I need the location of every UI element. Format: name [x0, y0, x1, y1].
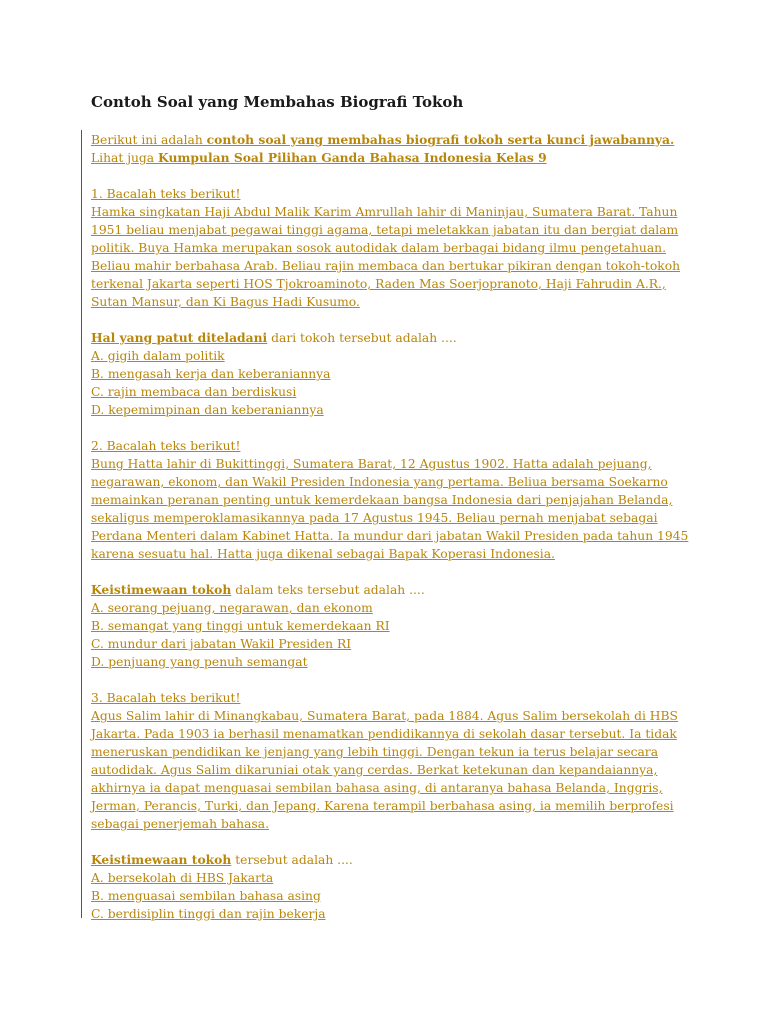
passage-line: negarawan, ekonom, dan Wakil Presiden Indonesia yang pertama. Beliua bersama Soekarno	[91, 475, 668, 489]
answer-option[interactable]: D. kepemimpinan dan keberaniannya	[91, 403, 324, 417]
q2-heading: 2. Bacalah teks berikut!	[91, 439, 241, 453]
q2-text	[91, 455, 691, 563]
q1-prompt-bold: Hal yang patut diteladani	[91, 330, 268, 345]
document-body	[91, 131, 691, 923]
q1-prompt	[91, 329, 691, 347]
q2-prompt-rest: dalam teks tersebut adalah ....	[231, 583, 425, 597]
passage-line: autodidak. Agus Salim dikaruniai otak yang cerdas. Berkat ketekunan dan kepandaiannya,	[91, 763, 658, 777]
change-bar	[81, 130, 82, 918]
answer-option[interactable]: B. menguasai sembilan bahasa asing	[91, 889, 321, 903]
q1-options	[91, 347, 691, 419]
intro-plain: Berikut ini adalah	[91, 133, 207, 147]
answer-option[interactable]: C. berdisiplin tinggi dan rajin bekerja	[91, 907, 326, 921]
answer-option[interactable]: A. gigih dalam politik	[91, 349, 225, 363]
q3-prompt-rest: tersebut adalah ....	[231, 853, 353, 867]
answer-option[interactable]: C. rajin membaca dan berdiskusi	[91, 385, 297, 399]
answer-option[interactable]: B. mengasah kerja dan keberaniannya	[91, 367, 331, 381]
passage-line: Hamka singkatan Haji Abdul Malik Karim Amrullah lahir di Maninjau, Sumatera Barat. Tahun	[91, 205, 678, 219]
passage-line: Bung Hatta lahir di Bukittinggi, Sumatera Barat, 12 Agustus 1902. Hatta adalah pejuang,	[91, 457, 652, 471]
passage-line: sebagai penerjemah bahasa.	[91, 817, 269, 831]
passage-line: politik. Buya Hamka merupakan sosok autodidak dalam berbagai bidang ilmu pengetahuan.	[91, 241, 666, 255]
q1-text	[91, 203, 691, 311]
q3-prompt-bold: Keistimewaan tokoh	[91, 852, 232, 867]
see-also-link[interactable]: Kumpulan Soal Pilihan Ganda Bahasa Indonesia Kelas 9	[158, 150, 547, 165]
passage-line: sekaligus memperoklamasikannya pada 17 Agustus 1945. Beliau pernah menjabat sebagai	[91, 511, 658, 525]
q2-prompt	[91, 581, 691, 599]
answer-option[interactable]: A. seorang pejuang, negarawan, dan ekonom	[91, 601, 373, 615]
passage-line: Jerman, Perancis, Turki, dan Jepang. Karena terampil berbahasa asing, ia memilih berprofesi	[91, 799, 674, 813]
q3-prompt	[91, 851, 691, 869]
passage-line: akhirnya ia dapat menguasai sembilan bahasa asing, di antaranya bahasa Belanda, Inggris,	[91, 781, 663, 795]
q3-options	[91, 869, 691, 923]
passage-line: memainkan peranan penting untuk kemerdekaan bangsa Indonesia dari penjajahan Belanda,	[91, 493, 673, 507]
q1-prompt-rest: dari tokoh tersebut adalah ....	[267, 331, 457, 345]
answer-option[interactable]: D. penjuang yang penuh semangat	[91, 655, 308, 669]
answer-option[interactable]: B. semangat yang tinggi untuk kemerdekaan RI	[91, 619, 390, 633]
q3-text	[91, 707, 691, 833]
answer-option[interactable]: A. bersekolah di HBS Jakarta	[91, 871, 274, 885]
intro-link-bold[interactable]: contoh soal yang membahas biografi tokoh serta kunci jawabannya.	[206, 132, 675, 147]
passage-line: terkenal Jakarta seperti HOS Tjokroaminoto, Raden Mas Soerjopranoto, Haji Fahrudin A.R.,	[91, 277, 666, 291]
passage-line: karena sesuatu hal. Hatta juga dikenal sebagai Bapak Koperasi Indonesia.	[91, 547, 555, 561]
passage-line: meneruskan pendidikan ke jenjang yang lebih tinggi. Dengan tekun ia terus belajar secara	[91, 745, 659, 759]
passage-line: Agus Salim lahir di Minangkabau, Sumatera Barat, pada 1884. Agus Salim bersekolah di HBS	[91, 709, 678, 723]
q2-prompt-bold: Keistimewaan tokoh	[91, 582, 232, 597]
passage-line: Jakarta. Pada 1903 ia berhasil menamatkan pendidikannya di sekolah dasar tersebut. Ia tidak	[91, 727, 677, 741]
passage-line: Perdana Menteri dalam Kabinet Hatta. Ia mundur dari jabatan Wakil Presiden pada tahun 1945	[91, 529, 689, 543]
passage-line: 1951 beliau menjabat pegawai tinggi agama, tetapi meletakkan jabatan itu dan bergiat dalam	[91, 223, 679, 237]
passage-line: Sutan Mansur, dan Ki Bagus Hadi Kusumo.	[91, 295, 360, 309]
intro-line-2	[91, 149, 691, 167]
q2-options	[91, 599, 691, 671]
see-also-plain: Lihat juga	[91, 151, 159, 165]
passage-line: Beliau mahir berbahasa Arab. Beliau rajin membaca dan bertukar pikiran dengan tokoh-tokoh	[91, 259, 681, 273]
page-title: Contoh Soal yang Membahas Biografi Tokoh	[91, 93, 464, 111]
q1-heading: 1. Bacalah teks berikut!	[91, 187, 241, 201]
q3-heading: 3. Bacalah teks berikut!	[91, 691, 241, 705]
answer-option[interactable]: C. mundur dari jabatan Wakil Presiden RI	[91, 637, 352, 651]
intro-line-1	[91, 131, 691, 149]
